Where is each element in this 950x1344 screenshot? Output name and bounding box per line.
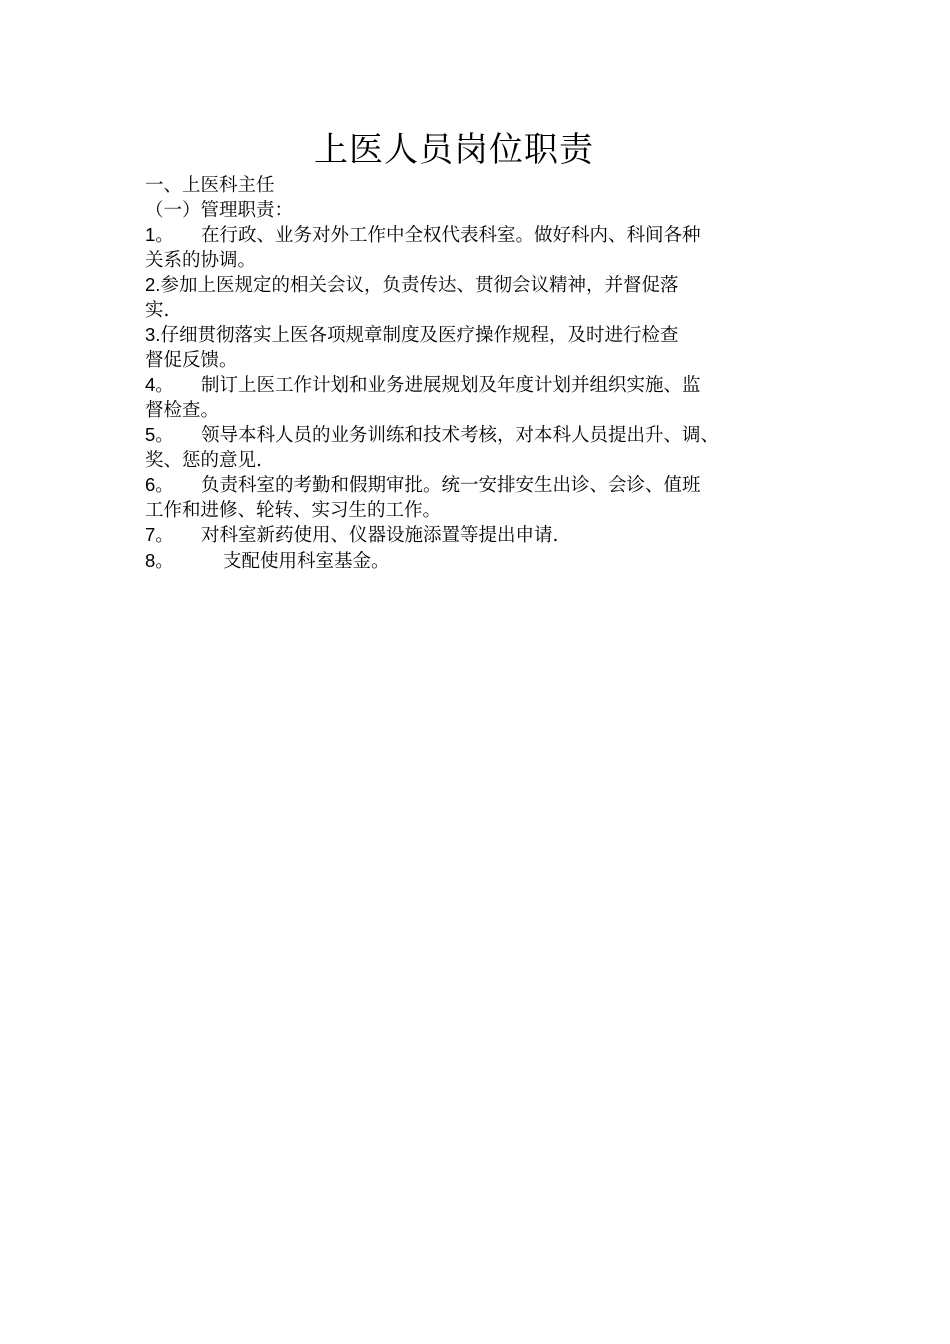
item-text: 领导本科人员的业务训练和技术考核，对本科人员提出升、调、 xyxy=(201,425,720,446)
item-text: 参加上医规定的相关会议，负责传达、贯彻会议精神，并督促落 xyxy=(160,275,679,296)
list-item xyxy=(145,223,825,273)
item-number: 5。 xyxy=(145,424,174,445)
item-number: 7。 xyxy=(145,524,174,545)
item-number: 3. xyxy=(145,324,161,345)
item-text: 仔细贯彻落实上医各项规章制度及医疗操作规程，及时进行检查 xyxy=(160,325,679,346)
item-text: 在行政、业务对外工作中全权代表科室。做好科内、科间各种 xyxy=(201,225,701,246)
list-item xyxy=(145,549,825,575)
item-number: 2. xyxy=(145,274,161,295)
item-text-continuation: 实. xyxy=(145,299,170,321)
item-number: 4。 xyxy=(145,374,174,395)
item-text: 支配使用科室基金。 xyxy=(223,550,390,572)
list-item xyxy=(145,373,825,423)
item-number: 6。 xyxy=(145,474,174,495)
subsection-heading: （一）管理职责： xyxy=(145,199,294,221)
item-text-continuation: 督检查。 xyxy=(145,399,220,421)
section-heading: 一、上医科主任 xyxy=(145,175,275,196)
item-text-continuation: 关系的协调。 xyxy=(145,249,257,271)
list-item xyxy=(145,423,825,473)
item-number: 1。 xyxy=(145,224,174,245)
item-text: 对科室新药使用、仪器设施添置等提出申请. xyxy=(201,525,559,546)
item-text: 负责科室的考勤和假期审批。统一安排安生出诊、会诊、值班 xyxy=(201,475,701,496)
item-number: 8。 xyxy=(145,549,174,571)
list-item xyxy=(145,273,825,323)
document-body xyxy=(145,174,825,574)
item-text: 制订上医工作计划和业务进展规划及年度计划并组织实施、监 xyxy=(201,375,701,396)
page-title: 上医人员岗位职责 xyxy=(314,130,594,170)
list-item xyxy=(145,473,825,523)
list-item xyxy=(145,323,825,373)
item-text-continuation: 奖、惩的意见. xyxy=(145,449,262,471)
list-item xyxy=(145,523,825,549)
item-text-continuation: 工作和进修、轮转、实习生的工作。 xyxy=(145,499,442,521)
item-text-continuation: 督促反馈。 xyxy=(145,349,238,371)
